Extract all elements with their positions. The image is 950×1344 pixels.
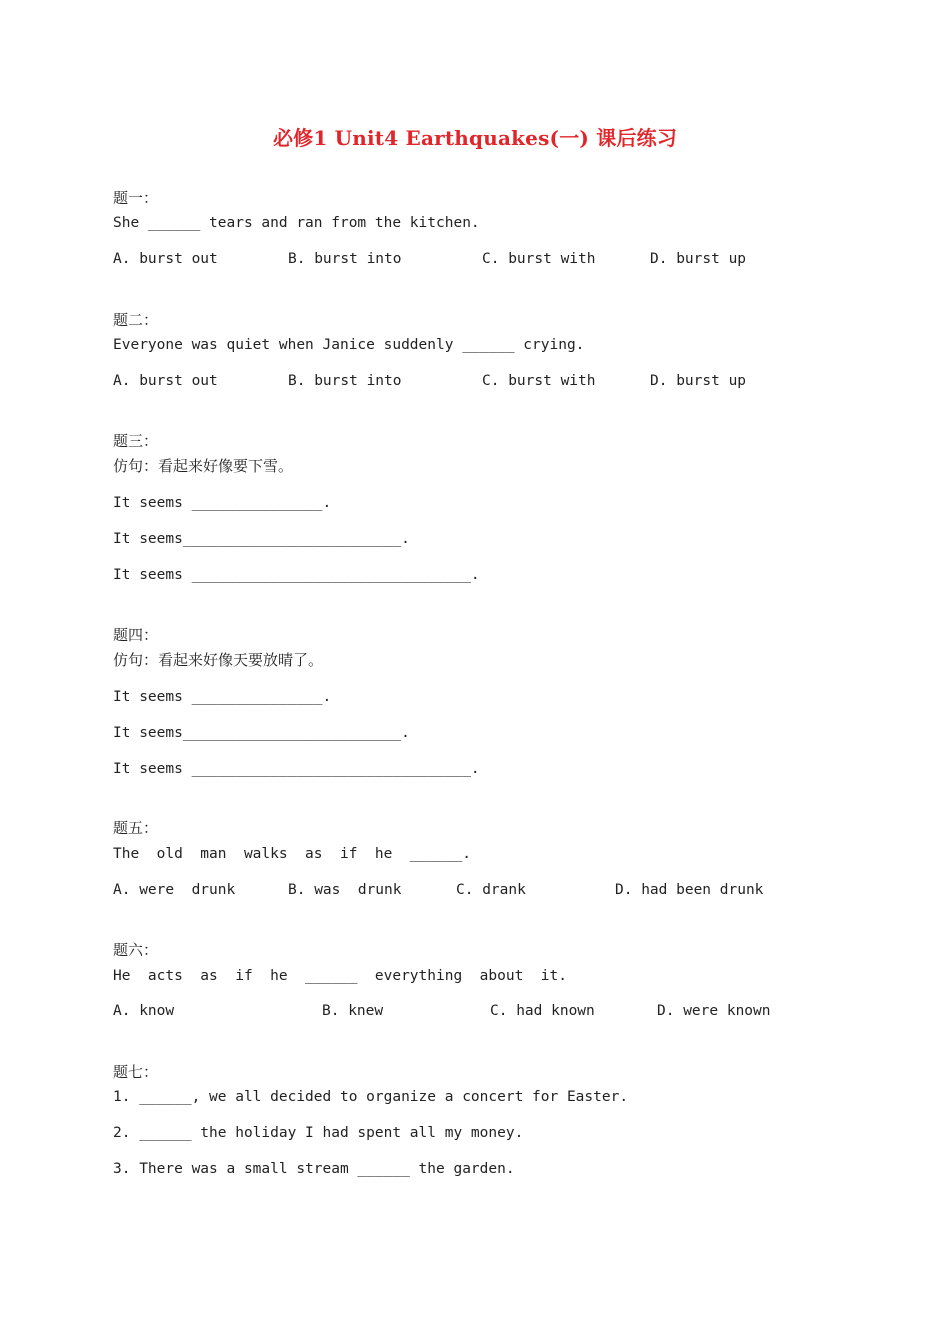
- question-2-heading: 题二：: [113, 311, 159, 329]
- question-3-line-2: It seems_________________________.: [113, 531, 410, 547]
- question-7-item-1: 1. ______, we all decided to organize a concert for Easter.: [113, 1089, 629, 1105]
- question-5-option-b: B. was drunk: [288, 882, 402, 898]
- question-2-text: Everyone was quiet when Janice suddenly ______ crying.: [113, 337, 585, 353]
- question-6-option-d: D. were known: [657, 1003, 771, 1019]
- question-1-option-b: B. burst into: [288, 251, 402, 267]
- question-3-prompt: 仿句：看起来好像要下雪。: [113, 457, 294, 475]
- page-title: 必修1 Unit4 Earthquakes(一) 课后练习: [272, 126, 678, 150]
- question-6-option-a: A. know: [113, 1003, 175, 1019]
- question-4-line-2: It seems_________________________.: [113, 725, 410, 741]
- question-1-option-d: D. burst up: [650, 251, 747, 267]
- question-5-option-a: A. were drunk: [113, 882, 236, 898]
- question-4-prompt: 仿句：看起来好像天要放晴了。: [113, 651, 324, 669]
- question-6-text: He acts as if he ______ everything about it.: [113, 968, 567, 984]
- question-2-option-b: B. burst into: [288, 373, 402, 389]
- question-4-line-3: It seems ________________________________.: [113, 761, 480, 777]
- question-6-heading: 题六：: [113, 941, 159, 959]
- question-7-item-2: 2. ______ the holiday I had spent all my money.: [113, 1125, 524, 1141]
- question-1-option-c: C. burst with: [482, 251, 596, 267]
- question-1-text: She ______ tears and ran from the kitchen.: [113, 215, 480, 231]
- question-2-option-c: C. burst with: [482, 373, 596, 389]
- question-2-option-d: D. burst up: [650, 373, 747, 389]
- question-3-line-1: It seems _______________.: [113, 495, 332, 511]
- question-3-heading: 题三：: [113, 432, 159, 450]
- question-7-item-3: 3. There was a small stream ______ the garden.: [113, 1161, 515, 1177]
- question-1-option-a: A. burst out: [113, 251, 218, 267]
- question-4-line-1: It seems _______________.: [113, 689, 332, 705]
- question-3-line-3: It seems ________________________________.: [113, 567, 480, 583]
- question-2-option-a: A. burst out: [113, 373, 218, 389]
- question-5-option-d: D. had been drunk: [615, 882, 764, 898]
- question-1-heading: 题一：: [113, 189, 159, 207]
- question-4-heading: 题四：: [113, 626, 159, 644]
- question-5-option-c: C. drank: [456, 882, 526, 898]
- question-6-option-c: C. had known: [490, 1003, 595, 1019]
- question-5-text: The old man walks as if he ______.: [113, 846, 471, 862]
- question-7-heading: 题七：: [113, 1063, 159, 1081]
- question-6-option-b: B. knew: [322, 1003, 384, 1019]
- question-5-heading: 题五：: [113, 819, 159, 837]
